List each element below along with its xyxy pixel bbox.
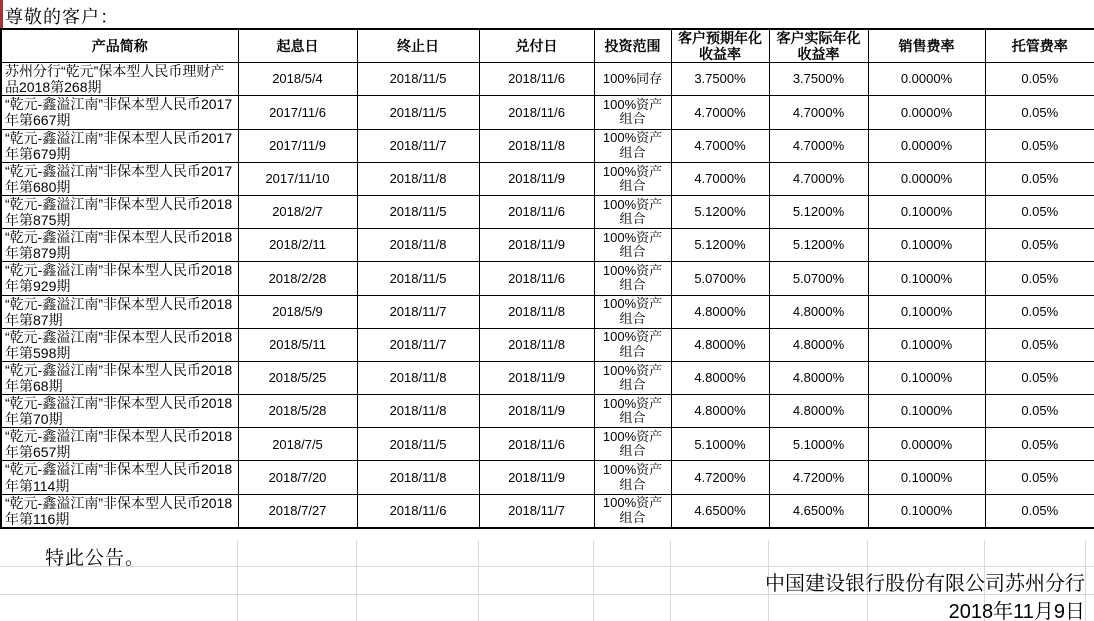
cell-custody-fee: 0.05% bbox=[985, 195, 1094, 228]
cell-payment-date: 2018/11/8 bbox=[479, 295, 594, 328]
cell-end-date: 2018/11/5 bbox=[357, 195, 479, 228]
cell-expected-yield: 4.6500% bbox=[671, 494, 769, 528]
cell-actual-yield: 4.6500% bbox=[769, 494, 868, 528]
cell-custody-fee: 0.05% bbox=[985, 361, 1094, 394]
products-table bbox=[0, 28, 1094, 529]
cell-investment-scope: 100%资产组合 bbox=[594, 129, 671, 162]
column-header-investment-scope: 投资范围 bbox=[594, 29, 671, 63]
cell-custody-fee: 0.05% bbox=[985, 395, 1094, 428]
left-accent-bar bbox=[0, 0, 3, 28]
cell-product-name: “乾元-鑫溢江南”非保本型人民币2018年第879期 bbox=[1, 229, 238, 262]
cell-product-name: “乾元-鑫溢江南”非保本型人民币2018年第657期 bbox=[1, 428, 238, 461]
cell-expected-yield: 5.1200% bbox=[671, 229, 769, 262]
cell-investment-scope: 100%资产组合 bbox=[594, 229, 671, 262]
cell-end-date: 2018/11/8 bbox=[357, 162, 479, 195]
cell-investment-scope: 100%同存 bbox=[594, 63, 671, 96]
cell-product-name: “乾元-鑫溢江南”非保本型人民币2017年第667期 bbox=[1, 96, 238, 129]
cell-actual-yield: 4.8000% bbox=[769, 361, 868, 394]
table-row bbox=[1, 361, 1094, 394]
cell-payment-date: 2018/11/8 bbox=[479, 129, 594, 162]
cell-expected-yield: 4.7000% bbox=[671, 129, 769, 162]
sheet-gridline-vertical bbox=[670, 540, 671, 621]
cell-custody-fee: 0.05% bbox=[985, 428, 1094, 461]
cell-end-date: 2018/11/6 bbox=[357, 494, 479, 528]
table-header-row bbox=[1, 29, 1094, 63]
cell-actual-yield: 5.1000% bbox=[769, 428, 868, 461]
cell-product-name: “乾元-鑫溢江南”非保本型人民币2018年第116期 bbox=[1, 494, 238, 528]
cell-actual-yield: 5.1200% bbox=[769, 229, 868, 262]
cell-product-name: “乾元-鑫溢江南”非保本型人民币2018年第929期 bbox=[1, 262, 238, 295]
cell-value-date: 2018/5/25 bbox=[238, 361, 357, 394]
cell-end-date: 2018/11/7 bbox=[357, 129, 479, 162]
closing-text: 特此公告。 bbox=[45, 548, 146, 569]
cell-investment-scope: 100%资产组合 bbox=[594, 428, 671, 461]
column-header-payment-date: 兑付日 bbox=[479, 29, 594, 63]
cell-sales-fee: 0.0000% bbox=[868, 428, 985, 461]
column-header-sales-fee: 销售费率 bbox=[868, 29, 985, 63]
cell-end-date: 2018/11/8 bbox=[357, 461, 479, 494]
column-header-expected-yield: 客户预期年化收益率 bbox=[671, 29, 769, 63]
cell-end-date: 2018/11/8 bbox=[357, 361, 479, 394]
cell-product-name: “乾元-鑫溢江南”非保本型人民币2018年第598期 bbox=[1, 328, 238, 361]
cell-end-date: 2018/11/5 bbox=[357, 428, 479, 461]
cell-payment-date: 2018/11/6 bbox=[479, 262, 594, 295]
cell-expected-yield: 4.8000% bbox=[671, 395, 769, 428]
cell-custody-fee: 0.05% bbox=[985, 328, 1094, 361]
cell-investment-scope: 100%资产组合 bbox=[594, 494, 671, 528]
cell-end-date: 2018/11/5 bbox=[357, 96, 479, 129]
cell-actual-yield: 4.8000% bbox=[769, 295, 868, 328]
cell-product-name: “乾元-鑫溢江南”非保本型人民币2018年第114期 bbox=[1, 461, 238, 494]
cell-value-date: 2018/7/5 bbox=[238, 428, 357, 461]
cell-end-date: 2018/11/7 bbox=[357, 328, 479, 361]
cell-value-date: 2018/5/11 bbox=[238, 328, 357, 361]
cell-sales-fee: 0.0000% bbox=[868, 129, 985, 162]
table-row bbox=[1, 295, 1094, 328]
table-row bbox=[1, 262, 1094, 295]
cell-investment-scope: 100%资产组合 bbox=[594, 195, 671, 228]
cell-custody-fee: 0.05% bbox=[985, 162, 1094, 195]
cell-product-name: “乾元-鑫溢江南”非保本型人民币2018年第87期 bbox=[1, 295, 238, 328]
cell-payment-date: 2018/11/6 bbox=[479, 195, 594, 228]
cell-expected-yield: 5.1000% bbox=[671, 428, 769, 461]
sheet-gridline-vertical bbox=[593, 540, 594, 621]
cell-end-date: 2018/11/5 bbox=[357, 262, 479, 295]
cell-payment-date: 2018/11/9 bbox=[479, 162, 594, 195]
cell-expected-yield: 5.0700% bbox=[671, 262, 769, 295]
cell-value-date: 2017/11/10 bbox=[238, 162, 357, 195]
cell-sales-fee: 0.1000% bbox=[868, 262, 985, 295]
cell-payment-date: 2018/11/6 bbox=[479, 63, 594, 96]
cell-actual-yield: 5.1200% bbox=[769, 195, 868, 228]
table-row bbox=[1, 395, 1094, 428]
cell-investment-scope: 100%资产组合 bbox=[594, 361, 671, 394]
cell-sales-fee: 0.1000% bbox=[868, 328, 985, 361]
cell-investment-scope: 100%资产组合 bbox=[594, 96, 671, 129]
cell-actual-yield: 4.7000% bbox=[769, 162, 868, 195]
cell-actual-yield: 4.8000% bbox=[769, 395, 868, 428]
cell-investment-scope: 100%资产组合 bbox=[594, 395, 671, 428]
cell-custody-fee: 0.05% bbox=[985, 229, 1094, 262]
greeting-text: 尊敬的客户： bbox=[5, 7, 119, 27]
sheet-gridline-vertical bbox=[237, 540, 238, 621]
cell-expected-yield: 4.7000% bbox=[671, 96, 769, 129]
cell-expected-yield: 4.8000% bbox=[671, 295, 769, 328]
cell-sales-fee: 0.0000% bbox=[868, 162, 985, 195]
cell-sales-fee: 0.1000% bbox=[868, 295, 985, 328]
cell-expected-yield: 4.8000% bbox=[671, 328, 769, 361]
cell-investment-scope: 100%资产组合 bbox=[594, 328, 671, 361]
cell-end-date: 2018/11/5 bbox=[357, 63, 479, 96]
cell-value-date: 2018/7/20 bbox=[238, 461, 357, 494]
cell-actual-yield: 4.7200% bbox=[769, 461, 868, 494]
cell-product-name: “乾元-鑫溢江南”非保本型人民币2017年第679期 bbox=[1, 129, 238, 162]
column-header-custody-fee: 托管费率 bbox=[985, 29, 1094, 63]
table-row bbox=[1, 162, 1094, 195]
column-header-product-name: 产品简称 bbox=[1, 29, 238, 63]
cell-payment-date: 2018/11/9 bbox=[479, 395, 594, 428]
cell-sales-fee: 0.1000% bbox=[868, 195, 985, 228]
cell-product-name: “乾元-鑫溢江南”非保本型人民币2017年第680期 bbox=[1, 162, 238, 195]
sheet-gridline-vertical bbox=[1085, 540, 1086, 621]
table-row bbox=[1, 63, 1094, 96]
cell-product-name: “乾元-鑫溢江南”非保本型人民币2018年第70期 bbox=[1, 395, 238, 428]
cell-value-date: 2017/11/9 bbox=[238, 129, 357, 162]
issuer-text: 中国建设银行股份有限公司苏州分行 bbox=[765, 573, 1085, 595]
table-row bbox=[1, 428, 1094, 461]
column-header-end-date: 终止日 bbox=[357, 29, 479, 63]
table-row bbox=[1, 328, 1094, 361]
cell-actual-yield: 4.8000% bbox=[769, 328, 868, 361]
table-row bbox=[1, 494, 1094, 528]
sheet-gridline-vertical bbox=[478, 540, 479, 621]
table-body bbox=[1, 63, 1094, 528]
cell-expected-yield: 4.8000% bbox=[671, 361, 769, 394]
cell-actual-yield: 5.0700% bbox=[769, 262, 868, 295]
cell-expected-yield: 5.1200% bbox=[671, 195, 769, 228]
table-row bbox=[1, 129, 1094, 162]
cell-custody-fee: 0.05% bbox=[985, 129, 1094, 162]
cell-sales-fee: 0.1000% bbox=[868, 229, 985, 262]
cell-value-date: 2018/2/11 bbox=[238, 229, 357, 262]
cell-payment-date: 2018/11/6 bbox=[479, 428, 594, 461]
cell-end-date: 2018/11/8 bbox=[357, 229, 479, 262]
cell-custody-fee: 0.05% bbox=[985, 262, 1094, 295]
cell-end-date: 2018/11/8 bbox=[357, 395, 479, 428]
cell-payment-date: 2018/11/9 bbox=[479, 461, 594, 494]
cell-payment-date: 2018/11/9 bbox=[479, 361, 594, 394]
cell-custody-fee: 0.05% bbox=[985, 461, 1094, 494]
cell-sales-fee: 0.0000% bbox=[868, 96, 985, 129]
sheet-gridline-vertical bbox=[356, 540, 357, 621]
cell-value-date: 2017/11/6 bbox=[238, 96, 357, 129]
cell-product-name: “乾元-鑫溢江南”非保本型人民币2018年第875期 bbox=[1, 195, 238, 228]
cell-sales-fee: 0.1000% bbox=[868, 361, 985, 394]
cell-investment-scope: 100%资产组合 bbox=[594, 295, 671, 328]
cell-payment-date: 2018/11/6 bbox=[479, 96, 594, 129]
cell-value-date: 2018/5/9 bbox=[238, 295, 357, 328]
cell-actual-yield: 3.7500% bbox=[769, 63, 868, 96]
column-header-actual-yield: 客户实际年化收益率 bbox=[769, 29, 868, 63]
table-row bbox=[1, 229, 1094, 262]
cell-product-name: 苏州分行“乾元”保本型人民币理财产品2018第268期 bbox=[1, 63, 238, 96]
table-row bbox=[1, 461, 1094, 494]
cell-custody-fee: 0.05% bbox=[985, 96, 1094, 129]
cell-actual-yield: 4.7000% bbox=[769, 129, 868, 162]
cell-end-date: 2018/11/7 bbox=[357, 295, 479, 328]
cell-sales-fee: 0.1000% bbox=[868, 461, 985, 494]
cell-expected-yield: 4.7000% bbox=[671, 162, 769, 195]
cell-value-date: 2018/2/7 bbox=[238, 195, 357, 228]
table-row bbox=[1, 96, 1094, 129]
cell-product-name: “乾元-鑫溢江南”非保本型人民币2018年第68期 bbox=[1, 361, 238, 394]
cell-value-date: 2018/2/28 bbox=[238, 262, 357, 295]
cell-sales-fee: 0.0000% bbox=[868, 63, 985, 96]
cell-sales-fee: 0.1000% bbox=[868, 395, 985, 428]
cell-payment-date: 2018/11/8 bbox=[479, 328, 594, 361]
cell-investment-scope: 100%资产组合 bbox=[594, 262, 671, 295]
cell-expected-yield: 3.7500% bbox=[671, 63, 769, 96]
cell-value-date: 2018/7/27 bbox=[238, 494, 357, 528]
cell-custody-fee: 0.05% bbox=[985, 63, 1094, 96]
cell-payment-date: 2018/11/9 bbox=[479, 229, 594, 262]
table-row bbox=[1, 195, 1094, 228]
column-header-value-date: 起息日 bbox=[238, 29, 357, 63]
cell-investment-scope: 100%资产组合 bbox=[594, 162, 671, 195]
cell-payment-date: 2018/11/7 bbox=[479, 494, 594, 528]
cell-custody-fee: 0.05% bbox=[985, 494, 1094, 528]
cell-sales-fee: 0.1000% bbox=[868, 494, 985, 528]
cell-value-date: 2018/5/28 bbox=[238, 395, 357, 428]
document-date-text: 2018年11月9日 bbox=[948, 601, 1085, 621]
cell-value-date: 2018/5/4 bbox=[238, 63, 357, 96]
cell-actual-yield: 4.7000% bbox=[769, 96, 868, 129]
cell-expected-yield: 4.7200% bbox=[671, 461, 769, 494]
cell-custody-fee: 0.05% bbox=[985, 295, 1094, 328]
cell-investment-scope: 100%资产组合 bbox=[594, 461, 671, 494]
